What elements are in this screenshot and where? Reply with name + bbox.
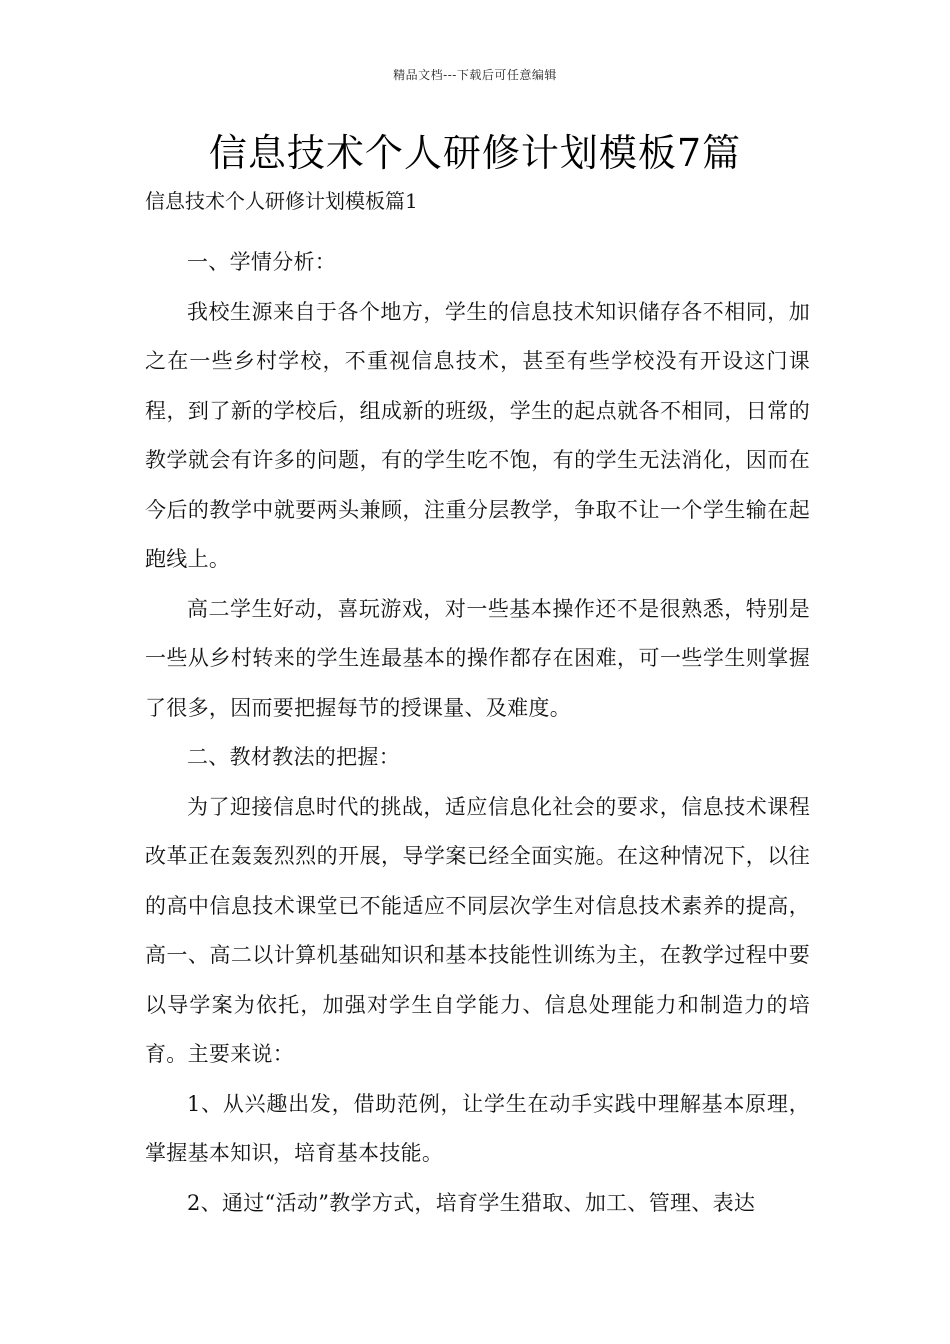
paragraph: 高二学生好动，喜玩游戏，对一些基本操作还不是很熟悉，特别是一些从乡村转来的学生连最基本的操作都存在困难，可一些学生则掌握了很多，因而要把握每节的授课量、及难度。 bbox=[145, 596, 810, 720]
document-body bbox=[145, 238, 810, 1228]
document-title: 信息技术个人研修计划模板7篇 bbox=[208, 131, 742, 175]
section-heading-teaching: 二、教材教法的把握： bbox=[187, 745, 400, 769]
paragraph: 为了迎接信息时代的挑战，适应信息化社会的要求，信息技术课程改革正在轰轰烈烈的开展，导学案已经全面实施。在这种情况下，以往的高中信息技术课堂已不能适应不同层次学生对信息技术素养的提高，高一、高二以计算机基础知识和基本技能性训练为主，在教学过程中要以导学案为依托，加强对学生自学能力、信息处理能力和制造力的培育。主要来说： bbox=[145, 794, 810, 1066]
list-item: 1、从兴趣出发，借助范例，让学生在动手实践中理解基本原理，掌握基本知识，培育基本技能。 bbox=[145, 1091, 810, 1165]
section-heading-analysis: 一、学情分析： bbox=[187, 250, 337, 274]
header-note: 精品文档---下载后可任意编辑 bbox=[393, 68, 557, 82]
list-item: 2、通过“活动”教学方式，培育学生猎取、加工、管理、表达 bbox=[187, 1190, 756, 1215]
paragraph: 我校生源来自于各个地方，学生的信息技术知识储存各不相同，加之在一些乡村学校，不重视信息技术，甚至有些学校没有开设这门课程，到了新的学校后，组成新的班级，学生的起点就各不相同，日常的教学就会有许多的问题，有的学生吃不饱，有的学生无法消化，因而在今后的教学中就要两头兼顾，注重分层教学，争取不让一个学生输在起跑线上。 bbox=[145, 299, 810, 571]
document-subtitle: 信息技术个人研修计划模板篇1 bbox=[145, 189, 418, 213]
